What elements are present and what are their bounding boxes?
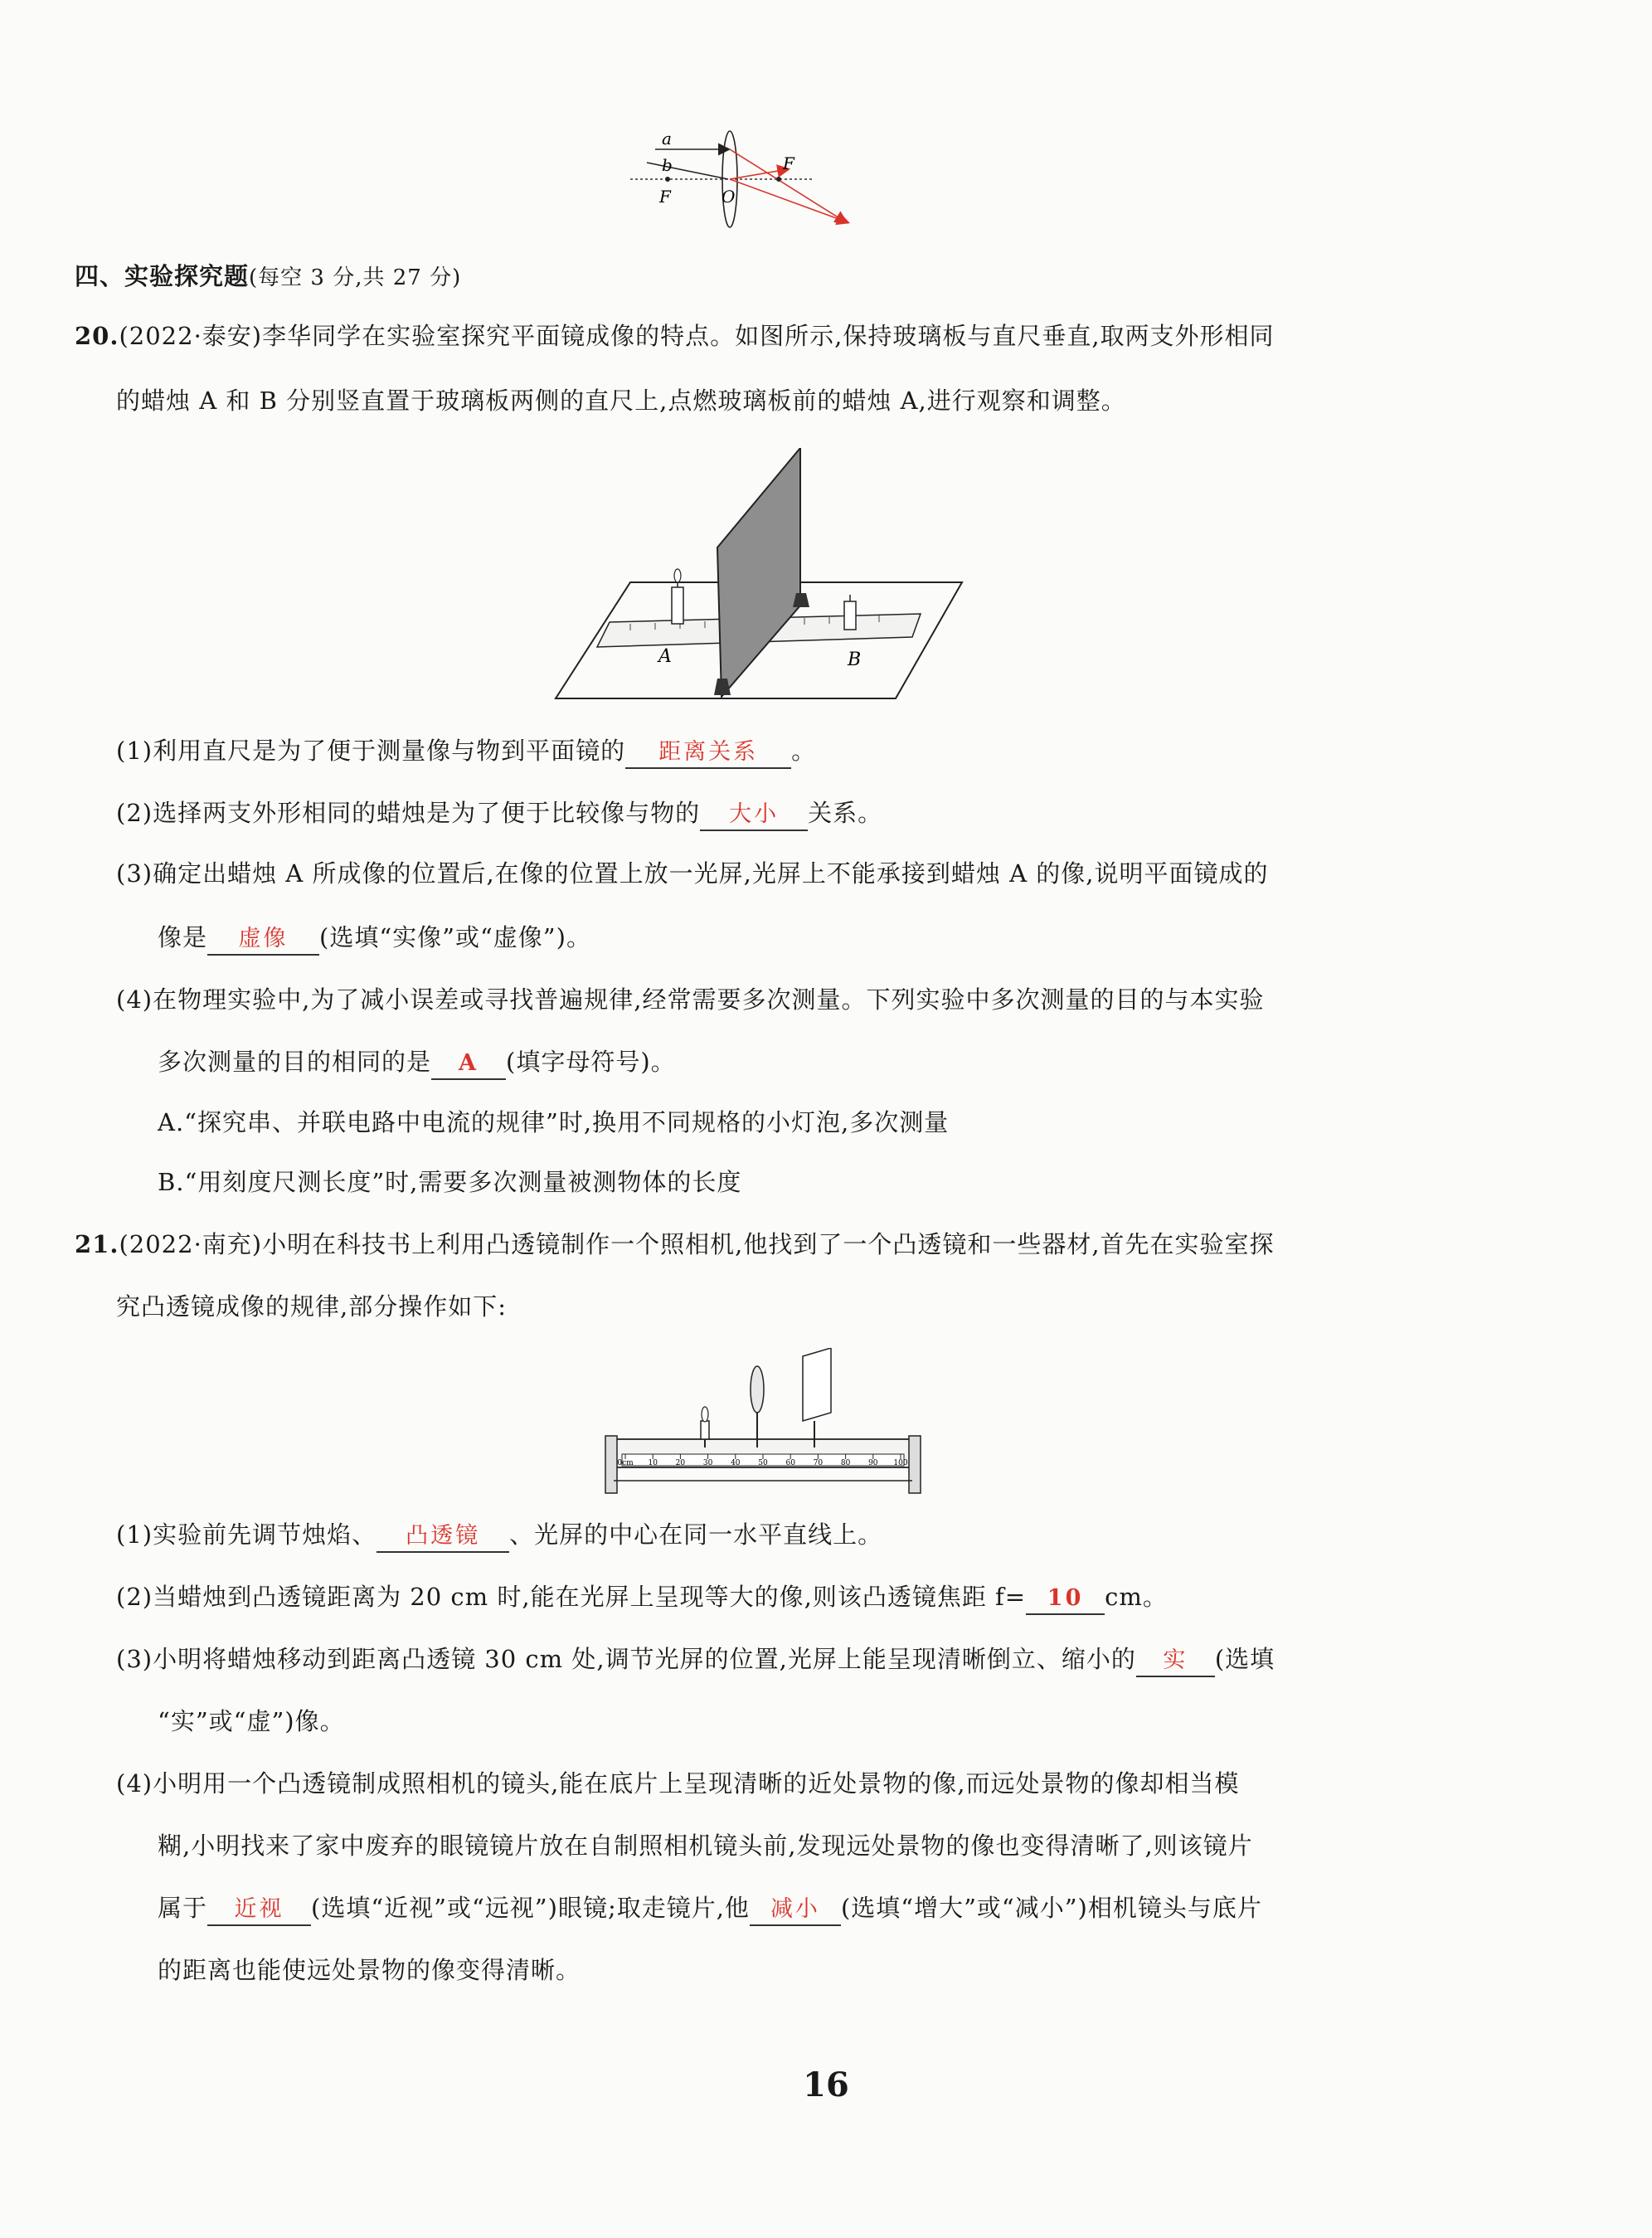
- q21-stem-line2: 究凸透镜成像的规律,部分操作如下:: [116, 1292, 507, 1321]
- label-candle-a: A: [658, 646, 672, 667]
- optical-bench-figure: [597, 1348, 929, 1497]
- q20-stem-text: 李华同学在实验室探究平面镜成像的特点。如图所示,保持玻璃板与直尺垂直,取两支外形相同: [262, 322, 1275, 350]
- bench-tick-label: 80: [840, 1459, 851, 1467]
- bench-tick-label: 60: [785, 1459, 795, 1467]
- q21-part4-line4: 的距离也能使远处景物的像变得清晰。: [158, 1956, 581, 1984]
- q21-answer4a: 近视: [207, 1895, 311, 1926]
- bench-leg-left: [605, 1436, 617, 1493]
- convex-lens: [751, 1366, 764, 1413]
- q20-part3-line1: (3)确定出蜡烛 A 所成像的位置后,在像的位置上放一光屏,光屏上不能承接到蜡烛 A 的像,说明平面镜成的: [116, 859, 1269, 888]
- bench-tick-label: 20: [675, 1459, 686, 1467]
- bench-tick-label: 0cm: [617, 1459, 634, 1467]
- q20-part3-line2: 像是 虚像 (选填“实像”或“虚像”)。: [158, 921, 591, 956]
- q21-part4-line2: 糊,小明找来了家中废弃的眼镜镜片放在自制照相机镜头前,发现远处景物的像也变得清晰了,则该镜片: [158, 1832, 1253, 1860]
- q21-part2: (2)当蜡烛到凸透镜距离为 20 cm 时,能在光屏上呈现等大的像,则该凸透镜焦距 f= 10 cm。: [116, 1580, 1168, 1615]
- page-number: 16: [803, 2065, 849, 2104]
- label-f-left: F: [659, 187, 671, 207]
- section-note: (每空 3 分,共 27 分): [249, 265, 462, 290]
- q21-stem-text: 小明在科技书上利用凸透镜制作一个照相机,他找到了一个凸透镜和一些器材,首先在实验室探: [262, 1230, 1275, 1258]
- q20-part1: (1)利用直尺是为了便于测量像与物到平面镜的 距离关系 。: [116, 734, 816, 769]
- light-screen: [803, 1348, 831, 1421]
- label-a: a: [662, 129, 672, 148]
- q20-answer1: 距离关系: [625, 737, 791, 769]
- candle-b: [844, 601, 856, 630]
- focus-right-point: [776, 177, 781, 182]
- q20-stem-line2: 的蜡烛 A 和 B 分别竖直置于玻璃板两侧的直尺上,点燃玻璃板前的蜡烛 A,进行观察和调整。: [116, 387, 1126, 415]
- candle-flame: [702, 1407, 708, 1422]
- q20-number: 20.: [75, 322, 119, 350]
- section-header: [75, 260, 461, 294]
- q21-part4-line1: (4)小明用一个凸透镜制成照相机的镜头,能在底片上呈现清晰的近处景物的像,而远处景物的像却相当模: [116, 1769, 1240, 1798]
- q20-answer2: 大小: [700, 800, 808, 831]
- bench-tick-label: 70: [813, 1459, 824, 1467]
- bench-leg-right: [909, 1436, 921, 1493]
- q21-part3: (3)小明将蜡烛移动到距离凸透镜 30 cm 处,调节光屏的位置,光屏上能呈现清晰倒立、缩小的 实 (选填: [116, 1642, 1275, 1677]
- candle: [701, 1421, 709, 1439]
- candle-a-flame: [674, 569, 681, 582]
- bench-tick-label: 10: [648, 1459, 658, 1467]
- q21-source: (2022·南充): [119, 1230, 263, 1258]
- label-o: O: [722, 187, 736, 207]
- q20-stem-line1: [75, 319, 1275, 353]
- q20-part2: (2)选择两支外形相同的蜡烛是为了便于比较像与物的 大小 关系。: [116, 796, 882, 831]
- q21-answer2: 10: [1026, 1584, 1105, 1615]
- label-b: b: [662, 155, 673, 175]
- q20-option-a: A.“探究串、并联电路中电流的规律”时,换用不同规格的小灯泡,多次测量: [158, 1108, 950, 1136]
- q21-part3-line2: “实”或“虚”)像。: [158, 1707, 345, 1735]
- q21-answer1: 凸透镜: [377, 1521, 509, 1553]
- convex-lens-ray-diagram: [614, 124, 862, 232]
- plane-mirror-experiment-figure: [547, 448, 979, 705]
- bench-tick-label: 40: [731, 1459, 741, 1467]
- q20-option-b: B.“用刻度尺测长度”时,需要多次测量被测物体的长度: [158, 1168, 742, 1196]
- q20-answer4: A: [431, 1048, 506, 1080]
- q20-part4-line2: 多次测量的目的相同的是 A (填字母符号)。: [158, 1045, 676, 1080]
- q20-source: (2022·泰安): [119, 322, 263, 350]
- q21-number: 21.: [75, 1230, 119, 1258]
- q21-answer3: 实: [1136, 1646, 1215, 1677]
- bench-tick-label: 90: [868, 1459, 878, 1467]
- label-f-right: F: [783, 153, 794, 173]
- ray-b-incident: [647, 163, 728, 179]
- q21-part4-line3: 属于 近视 (选填“近视”或“远视”)眼镜;取走镜片,他 减小 (选填“增大”或“减小”)相机镜头与底片: [158, 1891, 1262, 1926]
- bench-tick-label: 100: [893, 1459, 908, 1467]
- bench-tick-label: 30: [702, 1459, 713, 1467]
- q21-answer4b: 减小: [750, 1895, 841, 1926]
- label-candle-b: B: [848, 650, 862, 670]
- bench-tick-label: 50: [758, 1459, 768, 1467]
- q20-part4-line1: (4)在物理实验中,为了减小误差或寻找普遍规律,经常需要多次测量。下列实验中多次测量的目的与本实验: [116, 985, 1265, 1014]
- q20-answer3: 虚像: [207, 924, 319, 956]
- focus-left-point: [665, 177, 670, 182]
- q21-stem-line1: [75, 1228, 1275, 1261]
- q21-part1: (1)实验前先调节烛焰、 凸透镜 、光屏的中心在同一水平直线上。: [116, 1518, 882, 1553]
- candle-a: [672, 587, 683, 624]
- section-title: 四、实验探究题: [75, 262, 250, 290]
